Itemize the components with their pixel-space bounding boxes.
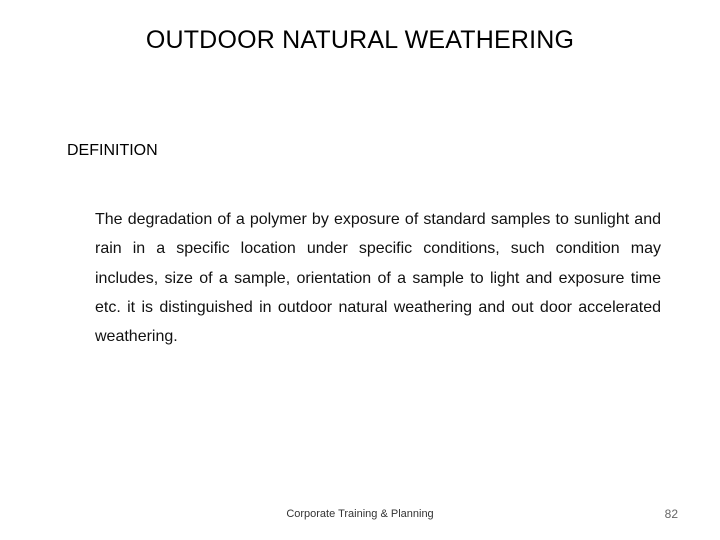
- definition-paragraph: The degradation of a polymer by exposure of standard samples to sunlight and rain in a specific location under specific conditions, such condition may includes, size of a sample, orientation of a sample to light and exposure time etc. it is distinguished in outdoor natural weathering and out door accelerated weathering.: [95, 211, 661, 346]
- page-number: 82: [664, 507, 678, 521]
- footer-text: Corporate Training & Planning: [286, 508, 434, 520]
- section-heading: DEFINITION: [67, 142, 158, 159]
- slide-title: OUTDOOR NATURAL WEATHERING: [145, 26, 575, 54]
